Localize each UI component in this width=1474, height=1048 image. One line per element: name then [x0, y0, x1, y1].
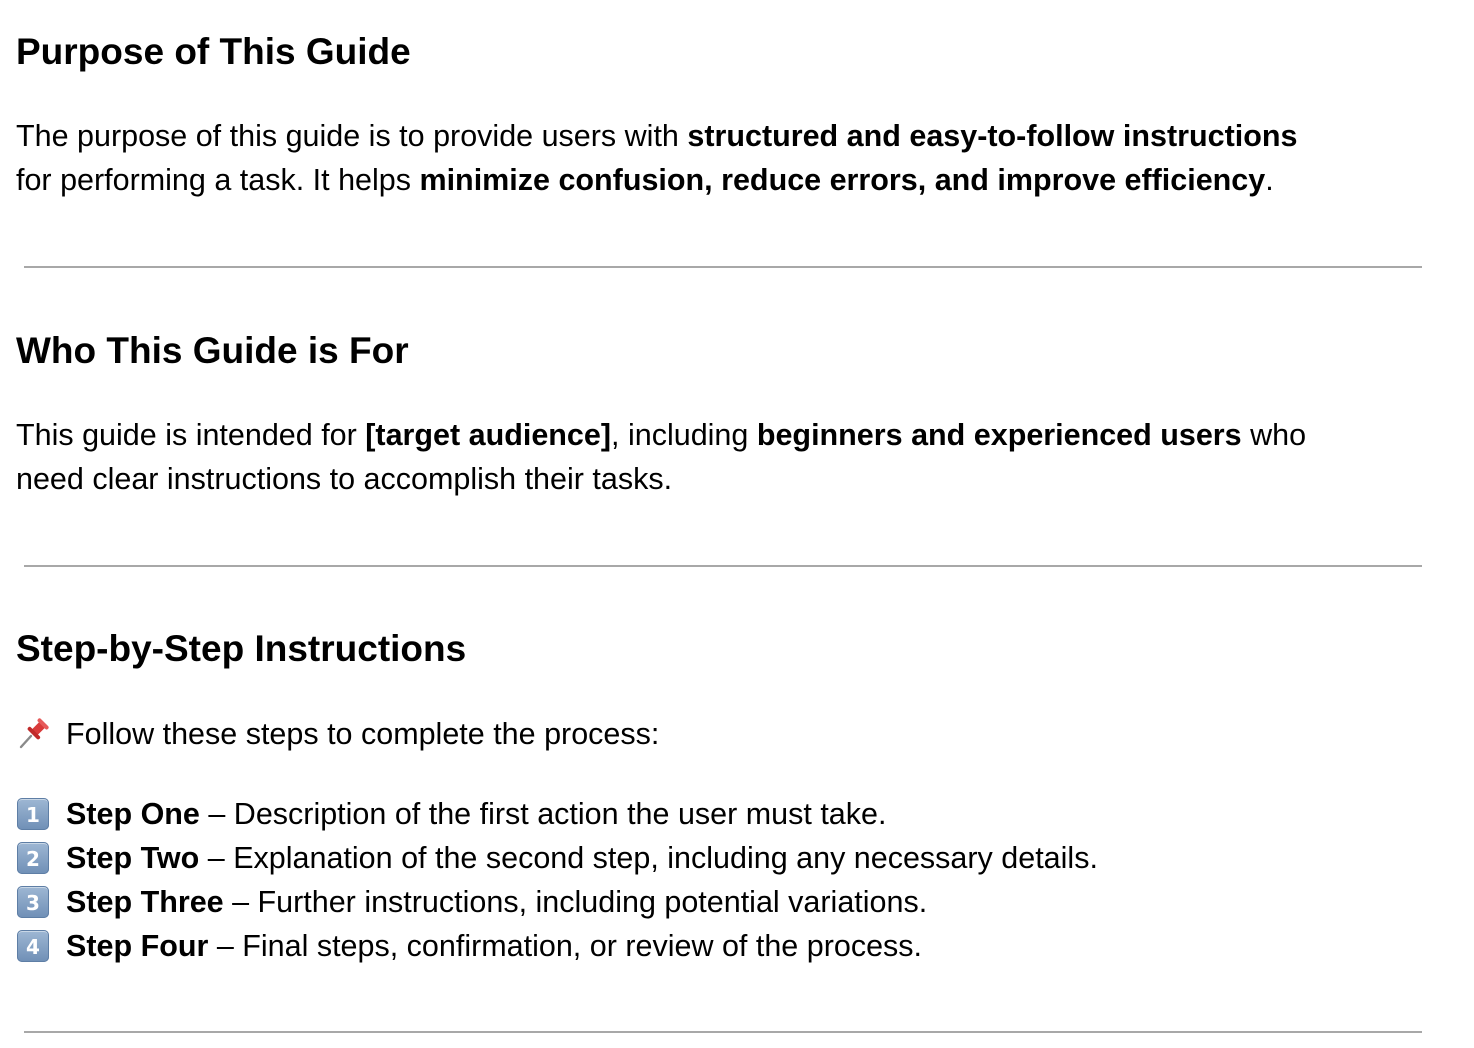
steps-intro-text: Follow these steps to complete the process: [66, 716, 660, 751]
keycap-2-icon: 2 [16, 841, 50, 875]
step-description: – Final steps, confirmation, or review of the process. [208, 928, 923, 963]
step-item [16, 792, 886, 836]
purpose-paragraph-line-1 [16, 114, 1297, 158]
step-title: Step Two [66, 840, 200, 875]
step-item [16, 836, 1098, 880]
section-heading-audience: Who This Guide is For [16, 330, 409, 371]
audience-text: This guide is intended for [16, 418, 366, 452]
step-title: Step One [66, 796, 200, 831]
keycap-1-icon: 1 [16, 797, 50, 831]
step-description: – Further instructions, including potential variations. [223, 884, 928, 919]
step-item [16, 880, 927, 924]
steps-intro [16, 712, 659, 756]
step-item [16, 924, 922, 968]
section-divider [24, 1031, 1422, 1033]
step-title: Step Three [66, 884, 224, 919]
step-title: Step Four [66, 928, 209, 963]
purpose-bold-text: minimize confusion, reduce errors, and improve efficiency [419, 163, 1266, 197]
purpose-text: The purpose of this guide is to provide users with [16, 119, 688, 153]
audience-text: , including [611, 418, 757, 452]
audience-text: who [1241, 418, 1307, 452]
section-divider [24, 266, 1422, 268]
keycap-4-icon: 4 [16, 929, 50, 963]
section-heading-purpose: Purpose of This Guide [16, 31, 411, 72]
purpose-paragraph-line-2 [16, 158, 1274, 202]
purpose-text: . [1265, 163, 1274, 197]
purpose-bold-text: structured and easy-to-follow instructions [687, 119, 1298, 153]
step-description: – Explanation of the second step, including any necessary details. [199, 840, 1098, 875]
purpose-text: for performing a task. It helps [16, 163, 420, 197]
section-divider [24, 565, 1422, 567]
section-heading-steps: Step-by-Step Instructions [16, 628, 467, 669]
audience-paragraph-line-1 [16, 413, 1306, 457]
audience-bold-text: beginners and experienced users [756, 418, 1242, 452]
audience-paragraph-line-2: need clear instructions to accomplish their tasks. [16, 462, 673, 496]
audience-bold-text: [target audience] [365, 418, 612, 452]
step-description: – Description of the first action the user must take. [199, 796, 887, 831]
keycap-3-icon: 3 [16, 885, 50, 919]
pushpin-icon [16, 717, 50, 751]
